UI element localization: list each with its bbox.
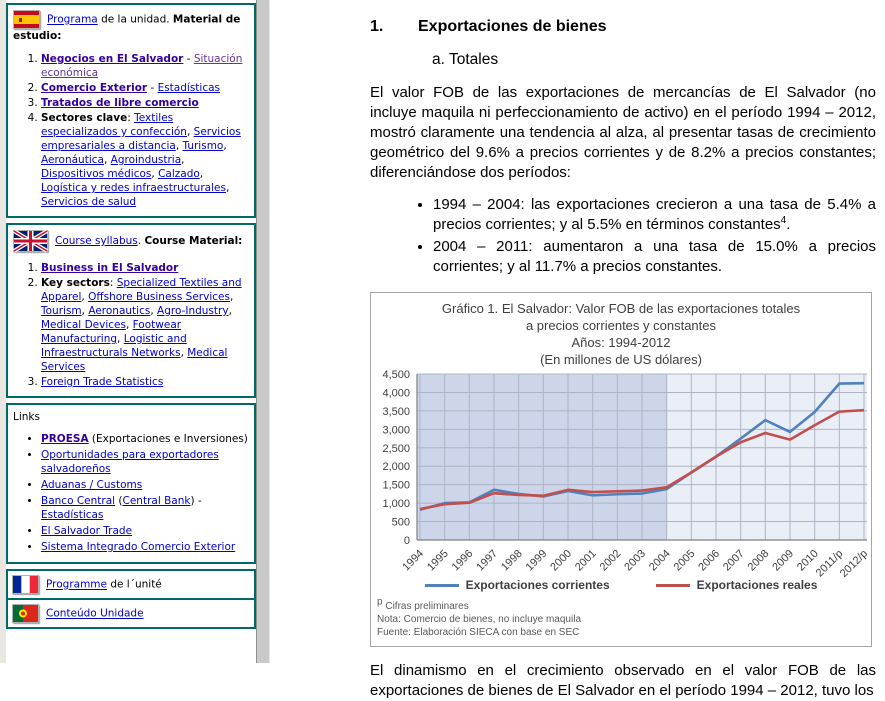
list-item bbox=[41, 432, 250, 446]
note-scope: Nota: Comercio de bienes, no incluye maquila bbox=[377, 614, 581, 625]
svg-text:1995: 1995 bbox=[424, 547, 451, 574]
separator: : bbox=[127, 112, 135, 124]
separator: , bbox=[125, 319, 133, 331]
french-row bbox=[7, 570, 255, 599]
link-sistema-integrado-comercio[interactable]: Sistema Integrado Comercio Exterior bbox=[41, 541, 236, 553]
svg-text:2001: 2001 bbox=[572, 547, 599, 574]
note-source: Fuente: Elaboración SIECA con base en SEC bbox=[377, 627, 580, 638]
legend-line-red-icon bbox=[656, 584, 690, 587]
separator: , bbox=[228, 305, 232, 317]
separator: : bbox=[109, 277, 117, 289]
sectores-clave-label: Sectores clave bbox=[41, 112, 128, 124]
link-sector-textiles[interactable]: Textiles especializados y confección bbox=[41, 112, 187, 138]
frame-divider[interactable] bbox=[256, 0, 270, 663]
svg-text:2011/p: 2011/p bbox=[813, 547, 846, 580]
legend-item-corrientes bbox=[425, 578, 610, 592]
chart-title-line-1: Gráfico 1. El Salvador: Valor FOB de las exportaciones totales bbox=[441, 301, 801, 316]
section-number: 1. bbox=[370, 18, 384, 35]
text-proesa-desc: (Exportaciones e Inversiones) bbox=[88, 433, 248, 445]
separator: ( bbox=[115, 495, 123, 507]
chart-title-line-4: (En millones de US dólares) bbox=[540, 352, 702, 367]
svg-text:2007: 2007 bbox=[720, 547, 747, 574]
link-aduanas-customs[interactable]: Aduanas / Customs bbox=[41, 479, 143, 491]
svg-text:2,500: 2,500 bbox=[382, 442, 410, 455]
svg-text:1998: 1998 bbox=[498, 547, 525, 574]
link-oportunidades-exportadores[interactable]: Oportunidades para exportadores salvadoreños bbox=[41, 449, 219, 475]
link-el-salvador-trade[interactable]: El Salvador Trade bbox=[41, 525, 133, 537]
legend-line-blue-icon bbox=[425, 584, 459, 587]
svg-text:1999: 1999 bbox=[523, 547, 550, 574]
link-central-bank[interactable]: Central Bank bbox=[122, 495, 191, 507]
svg-text:2005: 2005 bbox=[671, 547, 698, 574]
separator: , bbox=[186, 126, 194, 138]
link-sector-dispositivos-medicos[interactable]: Dispositivos médicos bbox=[41, 168, 152, 180]
course-material-label: Course Material: bbox=[144, 235, 243, 247]
link-tratados-libre-comercio[interactable]: Tratados de libre comercio bbox=[41, 97, 199, 109]
sidebar-section-english bbox=[6, 223, 256, 398]
separator: , bbox=[223, 140, 227, 152]
separator: , bbox=[103, 154, 111, 166]
link-sector-logistica[interactable]: Logística y redes infraestructurales bbox=[41, 182, 226, 194]
separator: , bbox=[229, 291, 234, 303]
separator: , bbox=[199, 168, 204, 180]
sidebar bbox=[6, 0, 256, 663]
list-item bbox=[41, 52, 250, 80]
bullet-2-text: 2004 – 2011: aumentaron a una tasa de 15.0% a precios corrientes; y al 11.7% a precios constantes. bbox=[433, 238, 876, 275]
svg-text:2006: 2006 bbox=[696, 547, 723, 574]
svg-text:2008: 2008 bbox=[745, 547, 772, 574]
text-after-programa: de la unidad. bbox=[97, 13, 173, 26]
link-sector-calzado[interactable]: Calzado bbox=[158, 168, 200, 180]
note-text: Cifras preliminares bbox=[382, 601, 469, 612]
chart-notes bbox=[371, 592, 871, 646]
legend-label: Exportaciones corrientes bbox=[465, 578, 610, 592]
note-preliminary bbox=[377, 596, 871, 613]
link-course-syllabus[interactable]: Course syllabus bbox=[55, 235, 138, 247]
link-sector-agroindustria[interactable]: Agroindustria bbox=[110, 154, 182, 166]
separator: , bbox=[181, 154, 185, 166]
link-proesa[interactable]: PROESA bbox=[41, 433, 89, 445]
uk-flag-icon bbox=[13, 230, 48, 252]
link-situacion-economica[interactable]: Situación económica bbox=[41, 53, 243, 79]
legend-label: Exportaciones reales bbox=[696, 578, 818, 592]
separator: , bbox=[117, 333, 124, 345]
bullet-1-end: . bbox=[786, 216, 791, 233]
separator: , bbox=[225, 182, 230, 194]
link-sector-turismo[interactable]: Turismo bbox=[182, 140, 224, 152]
english-study-list bbox=[13, 261, 250, 389]
key-sectors-label: Key sectors bbox=[41, 277, 110, 289]
portugal-flag-icon bbox=[12, 604, 39, 623]
note-superscript: p bbox=[377, 596, 383, 608]
svg-text:500: 500 bbox=[391, 516, 410, 529]
link-banco-central[interactable]: Banco Central bbox=[41, 495, 116, 507]
link-sector-servicios-distancia[interactable]: Servicios empresariales a distancia bbox=[41, 126, 241, 152]
paragraph-1: El valor FOB de las exportaciones de mercancías de El Salvador (no incluye maquila ni perfeccionamiento de activo) en el período 1994 – 2012, mostró claramente una tendencia al alza, al presentar tasas de crecimiento geométrico del 9.6% a precios corrientes y de 8.2% a precios constantes; diferenciándose dos períodos: bbox=[370, 84, 876, 181]
separator: , bbox=[150, 305, 158, 317]
bullet-item-1 bbox=[433, 195, 876, 235]
list-item bbox=[41, 375, 250, 389]
bullet-1-text: 1994 – 2004: las exportaciones crecieron a una tasa de 5.4% a precios corrientes; y al 5.5% en términos constantes bbox=[433, 196, 876, 233]
sidebar-section-other-languages bbox=[6, 569, 256, 629]
chart-title bbox=[371, 293, 871, 368]
separator: - bbox=[183, 53, 194, 65]
svg-text:2004: 2004 bbox=[646, 547, 673, 574]
separator: - bbox=[147, 82, 158, 94]
svg-text:4,500: 4,500 bbox=[382, 369, 410, 381]
chart-canvas bbox=[371, 368, 871, 580]
separator: , bbox=[81, 305, 89, 317]
list-item bbox=[41, 540, 250, 554]
link-foreign-trade-statistics[interactable]: Foreign Trade Statistics bbox=[41, 376, 164, 388]
list-item bbox=[41, 448, 250, 476]
svg-text:2009: 2009 bbox=[770, 547, 797, 574]
subsection-title: a. Totales bbox=[432, 51, 499, 68]
list-item bbox=[41, 261, 250, 275]
bullet-list bbox=[370, 195, 876, 277]
link-sector-medical-devices[interactable]: Medical Devices bbox=[41, 319, 126, 331]
svg-text:1997: 1997 bbox=[474, 547, 501, 574]
separator: , bbox=[180, 347, 188, 359]
svg-text:2012/p: 2012/p bbox=[837, 547, 871, 580]
bullet-item-2 bbox=[433, 237, 876, 277]
link-sector-specialized-textiles[interactable]: Specialized Textiles and Apparel bbox=[41, 277, 242, 303]
link-estadisticas[interactable]: Estadísticas bbox=[157, 82, 220, 94]
separator: ) - bbox=[190, 495, 202, 507]
svg-text:1994: 1994 bbox=[400, 547, 427, 574]
separator: . bbox=[137, 235, 145, 247]
section-title: Exportaciones de bienes bbox=[418, 18, 607, 35]
svg-text:4,000: 4,000 bbox=[382, 387, 410, 400]
svg-text:2003: 2003 bbox=[622, 547, 649, 574]
link-sector-aeronautica[interactable]: Aeronáutica bbox=[41, 154, 104, 166]
separator: , bbox=[81, 291, 89, 303]
svg-text:3,000: 3,000 bbox=[382, 424, 410, 437]
material-estudio-label: Material de estudio: bbox=[13, 13, 241, 42]
links-title: Links bbox=[13, 411, 40, 423]
chart-figure bbox=[370, 292, 872, 647]
separator: , bbox=[151, 168, 159, 180]
svg-text:1,500: 1,500 bbox=[382, 479, 410, 492]
section-heading bbox=[370, 18, 876, 36]
link-sector-footwear[interactable]: Footwear Manufacturing bbox=[41, 319, 182, 345]
link-sector-servicios-salud[interactable]: Servicios de salud bbox=[41, 196, 137, 208]
sidebar-section-links bbox=[6, 403, 256, 564]
link-negocios-el-salvador[interactable]: Negocios en El Salvador bbox=[41, 53, 184, 65]
link-sector-aeronautics[interactable]: Aeronautics bbox=[88, 305, 151, 317]
svg-text:2010: 2010 bbox=[794, 547, 821, 574]
list-item bbox=[41, 494, 250, 522]
spain-flag-icon bbox=[13, 10, 40, 29]
links-list bbox=[13, 432, 250, 554]
text-after-programme: de l´unité bbox=[107, 578, 162, 591]
sidebar-section-spanish bbox=[6, 3, 256, 218]
list-item bbox=[41, 524, 250, 538]
footnote-ref: 4 bbox=[780, 215, 787, 226]
link-programme-unite[interactable]: Programme bbox=[46, 578, 107, 591]
link-comercio-exterior[interactable]: Comercio Exterior bbox=[41, 82, 148, 94]
paragraph-2: El dinamismo en el crecimiento observado en el valor FOB de las exportaciones de bienes de El Salvador en el período 1994 – 2012, tuvo los bbox=[370, 662, 876, 699]
link-sector-medical-services[interactable]: Medical Services bbox=[41, 347, 228, 373]
link-sector-offshore-business[interactable]: Offshore Business Services bbox=[88, 291, 230, 303]
link-business-el-salvador[interactable]: Business in El Salvador bbox=[41, 262, 179, 274]
link-sector-tourism[interactable]: Tourism bbox=[41, 305, 82, 317]
svg-text:2,000: 2,000 bbox=[382, 461, 410, 474]
list-item bbox=[41, 478, 250, 492]
link-sector-agro-industry[interactable]: Agro-Industry bbox=[157, 305, 229, 317]
svg-text:1,000: 1,000 bbox=[382, 498, 410, 511]
list-item bbox=[41, 81, 250, 95]
link-bc-estadisticas[interactable]: Estadísticas bbox=[41, 509, 104, 521]
chart-title-line-3: Años: 1994-2012 bbox=[571, 335, 671, 350]
list-item bbox=[41, 276, 250, 374]
spanish-study-list bbox=[13, 52, 250, 209]
portuguese-row bbox=[7, 599, 255, 628]
chart-legend bbox=[371, 578, 871, 592]
svg-text:3,500: 3,500 bbox=[382, 405, 410, 418]
link-sector-logistic-networks[interactable]: Logistic and Infraestructurals Networks bbox=[41, 333, 187, 359]
svg-text:1996: 1996 bbox=[449, 547, 476, 574]
list-item bbox=[41, 111, 250, 209]
france-flag-icon bbox=[12, 575, 39, 594]
document-pane bbox=[270, 0, 885, 699]
list-item bbox=[41, 96, 250, 110]
link-programa[interactable]: Programa bbox=[47, 13, 98, 26]
svg-text:0: 0 bbox=[403, 535, 410, 547]
chart-title-line-2: a precios corrientes y constantes bbox=[525, 318, 717, 333]
svg-text:2000: 2000 bbox=[548, 547, 575, 574]
separator: , bbox=[175, 140, 183, 152]
svg-text:2002: 2002 bbox=[597, 547, 624, 574]
legend-item-reales bbox=[656, 578, 818, 592]
link-conteudo-unidade[interactable]: Conteúdo Unidade bbox=[46, 607, 144, 620]
